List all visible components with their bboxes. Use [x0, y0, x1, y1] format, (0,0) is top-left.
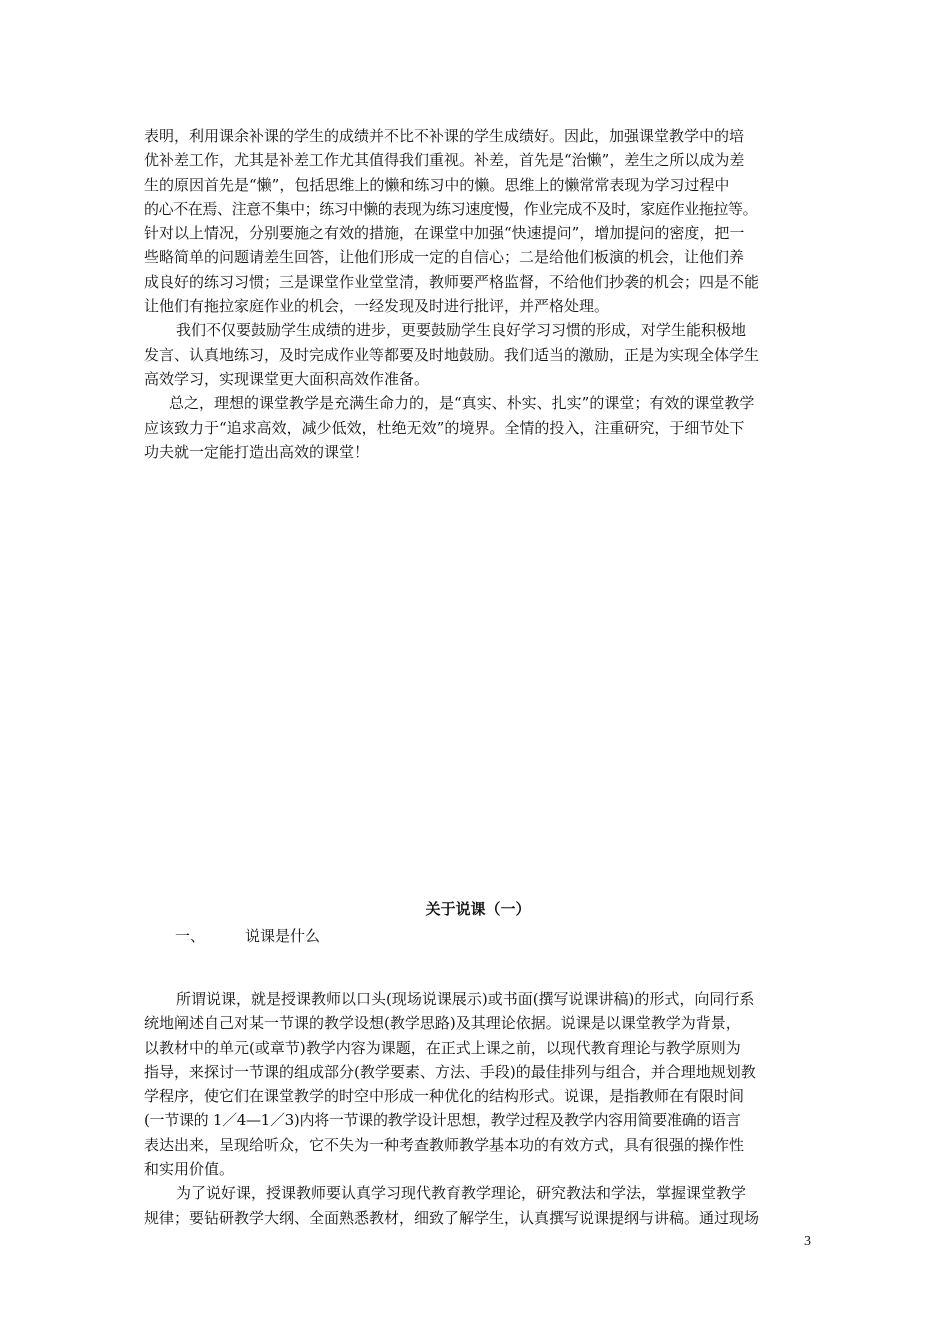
paragraph-bottom-1 — [144, 987, 812, 1181]
text-line: 高效学习，实现课堂更大面积高效作准备。 — [144, 369, 430, 388]
heading-number: 一、 — [175, 927, 206, 945]
text-line: 总之，理想的课堂教学是充满生命力的，是“真实、朴实、扎实”的课堂；有效的课堂教学 — [169, 394, 755, 413]
text-line: 以教材中的单元(或章节)教学内容为课题，在正式上课之前，以现代教育理论与教学原则为 — [144, 1038, 741, 1057]
text-line: 针对以上情况，分别要施之有效的措施，在课堂中加强“快速提问”，增加提问的密度，把一 — [144, 224, 745, 243]
text-line: 生的原因首先是“懒”，包括思维上的懒和练习中的懒。思维上的懒常常表现为学习过程中 — [144, 175, 730, 194]
text-line: 应该致力于“追求高效，减少低效，杜绝无效”的境界。全情的投入，注重研究，于细节处下 — [144, 418, 745, 437]
text-line: 统地阐述自己对某一节课的教学设想(教学思路)及其理论依据。说课是以课堂教学为背景， — [144, 1014, 741, 1033]
paragraph-top-1 — [144, 124, 812, 318]
text-line: 为了说好课，授课教师要认真学习现代教育教学理论，研究教法和学法，掌握课堂教学 — [176, 1184, 747, 1203]
text-line: 发言、认真地练习，及时完成作业等都要及时地鼓励。我们适当的激励，正是为实现全体学生 — [144, 345, 760, 364]
heading-text: 说课是什么 — [245, 927, 321, 945]
text-line: 优补差工作，尤其是补差工作尤其值得我们重视。补差，首先是“治懒”，差生之所以成为差 — [144, 151, 745, 170]
text-line: 所谓说课，就是授课教师以口头(现场说课展示)或书面(撰写说课讲稿)的形式，向同行系 — [176, 990, 755, 1008]
section-title: 关于说课（一） — [425, 900, 531, 918]
text-line: 表明，利用课余补课的学生的成绩并不比不补课的学生成绩好。因此，加强课堂教学中的培 — [144, 127, 745, 145]
text-line: 学程序，使它们在课堂教学的时空中形成一种优化的结构形式。说课，是指教师在有限时间 — [144, 1087, 745, 1106]
text-line: 些略简单的问题请差生回答，让他们形成一定的自信心；二是给他们板演的机会，让他们养 — [144, 248, 745, 267]
top-text-block — [144, 124, 812, 464]
text-line: 成良好的练习习惯；三是课堂作业堂堂清，教师要严格监督，不给他们抄袭的机会；四是不能 — [144, 272, 760, 291]
text-line: 我们不仅要鼓励学生成绩的进步，更要鼓励学生良好学习习惯的形成，对学生能积极地 — [176, 321, 747, 340]
paragraph-top-3 — [144, 391, 812, 464]
page-number: 3 — [804, 1234, 811, 1249]
text-line: 让他们有拖拉家庭作业的机会，一经发现及时进行批评，并严格处理。 — [144, 297, 610, 316]
paragraph-bottom-2 — [144, 1181, 812, 1230]
text-line: 的心不在焉、注意不集中；练习中懒的表现为练习速度慢，作业完成不及时，家庭作业拖拉等。 — [144, 199, 758, 218]
text-line: (一节课的 1／4—1／3)内将一节课的教学设计思想，教学过程及教学内容用简要准确的语言 — [144, 1111, 741, 1130]
text-line: 和实用价值。 — [144, 1160, 235, 1179]
text-line: 规律；要钻研教学大纲、全面熟悉教材，细致了解学生，认真撰写说课提纲与讲稿。通过现场 — [144, 1208, 760, 1227]
section-heading — [175, 924, 320, 948]
text-line: 表达出来，呈现给听众，它不失为一种考查教师教学基本功的有效方式，具有很强的操作性 — [144, 1135, 745, 1154]
text-line: 指导，来探讨一节课的组成部分(教学要素、方法、手段)的最佳排列与组合，并合理地规划教 — [144, 1062, 756, 1081]
text-line: 功夫就一定能打造出高效的课堂！ — [144, 442, 370, 461]
paragraph-top-2 — [144, 318, 812, 391]
bottom-text-block — [144, 987, 812, 1230]
